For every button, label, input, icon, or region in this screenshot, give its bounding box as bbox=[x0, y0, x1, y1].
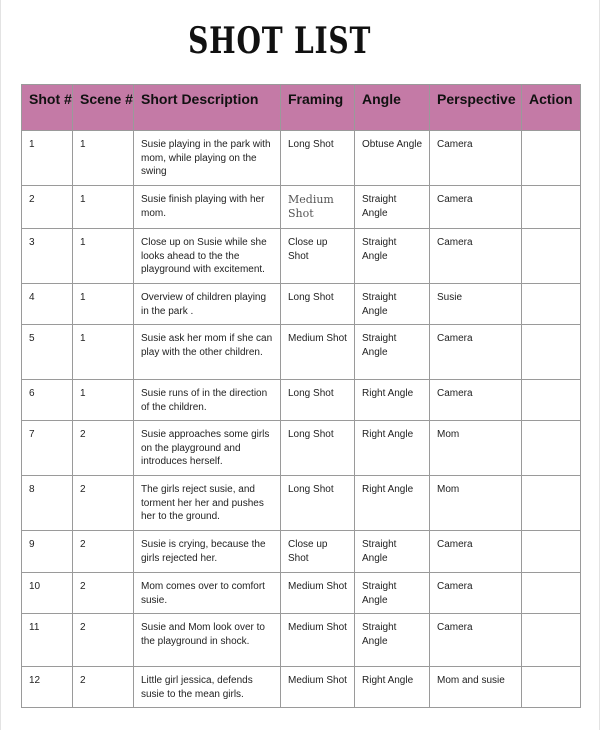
cell-framing: Long Shot bbox=[281, 284, 355, 325]
cell-description: Susie is crying, because the girls rejected her. bbox=[134, 531, 281, 573]
cell-action bbox=[522, 531, 581, 573]
column-header-action: Action bbox=[522, 85, 581, 131]
cell-angle: Straight Angle bbox=[355, 573, 430, 614]
cell-framing: Medium Shot bbox=[281, 614, 355, 667]
cell-shot: 10 bbox=[22, 573, 73, 614]
cell-angle: Straight Angle bbox=[355, 614, 430, 667]
cell-angle: Straight Angle bbox=[355, 325, 430, 380]
cell-scene: 1 bbox=[73, 380, 134, 421]
cell-framing: Close up Shot bbox=[281, 229, 355, 284]
cell-shot: 2 bbox=[22, 186, 73, 229]
column-header-scene: Scene # bbox=[73, 85, 134, 131]
table-row bbox=[22, 284, 581, 325]
cell-scene: 2 bbox=[73, 421, 134, 476]
cell-scene: 1 bbox=[73, 131, 134, 186]
cell-angle: Straight Angle bbox=[355, 531, 430, 573]
column-header-angle: Angle bbox=[355, 85, 430, 131]
cell-action bbox=[522, 614, 581, 667]
cell-shot: 3 bbox=[22, 229, 73, 284]
cell-angle: Right Angle bbox=[355, 476, 430, 531]
cell-shot: 11 bbox=[22, 614, 73, 667]
cell-perspective: Camera bbox=[430, 531, 522, 573]
cell-action bbox=[522, 667, 581, 708]
column-header-perspective: Perspective bbox=[430, 85, 522, 131]
cell-framing: Medium Shot bbox=[281, 667, 355, 708]
cell-description: Susie playing in the park with mom, while playing on the swing bbox=[134, 131, 281, 186]
cell-perspective: Camera bbox=[430, 380, 522, 421]
cell-angle: Right Angle bbox=[355, 667, 430, 708]
cell-angle: Right Angle bbox=[355, 421, 430, 476]
cell-shot: 6 bbox=[22, 380, 73, 421]
cell-scene: 1 bbox=[73, 325, 134, 380]
cell-angle: Obtuse Angle bbox=[355, 131, 430, 186]
cell-action bbox=[522, 476, 581, 531]
table-row bbox=[22, 476, 581, 531]
cell-description: Mom comes over to comfort susie. bbox=[134, 573, 281, 614]
cell-framing: Long Shot bbox=[281, 476, 355, 531]
cell-angle: Straight Angle bbox=[355, 229, 430, 284]
cell-shot: 12 bbox=[22, 667, 73, 708]
cell-perspective: Camera bbox=[430, 573, 522, 614]
page-title: SHOT LIST bbox=[188, 20, 372, 62]
table-row bbox=[22, 614, 581, 667]
cell-description: Susie runs of in the direction of the children. bbox=[134, 380, 281, 421]
cell-scene: 2 bbox=[73, 667, 134, 708]
table-header-row bbox=[22, 85, 581, 131]
table-row bbox=[22, 380, 581, 421]
cell-description: Susie ask her mom if she can play with the other children. bbox=[134, 325, 281, 380]
cell-action bbox=[522, 186, 581, 229]
cell-perspective: Mom and susie bbox=[430, 667, 522, 708]
cell-framing: Medium Shot bbox=[281, 573, 355, 614]
cell-perspective: Mom bbox=[430, 421, 522, 476]
cell-description: Susie approaches some girls on the playground and introduces herself. bbox=[134, 421, 281, 476]
cell-scene: 2 bbox=[73, 573, 134, 614]
table-row bbox=[22, 421, 581, 476]
cell-scene: 2 bbox=[73, 531, 134, 573]
cell-description: Susie and Mom look over to the playground in shock. bbox=[134, 614, 281, 667]
cell-perspective: Camera bbox=[430, 614, 522, 667]
cell-scene: 2 bbox=[73, 614, 134, 667]
column-header-framing: Framing bbox=[281, 85, 355, 131]
cell-action bbox=[522, 325, 581, 380]
cell-shot: 1 bbox=[22, 131, 73, 186]
cell-perspective: Camera bbox=[430, 186, 522, 229]
cell-scene: 2 bbox=[73, 476, 134, 531]
table-row bbox=[22, 667, 581, 708]
cell-perspective: Mom bbox=[430, 476, 522, 531]
cell-action bbox=[522, 284, 581, 325]
cell-action bbox=[522, 573, 581, 614]
cell-framing: Long Shot bbox=[281, 421, 355, 476]
cell-framing: Close up Shot bbox=[281, 531, 355, 573]
cell-description: Overview of children playing in the park . bbox=[134, 284, 281, 325]
table-row bbox=[22, 186, 581, 229]
table-row bbox=[22, 131, 581, 186]
column-header-description: Short Description bbox=[134, 85, 281, 131]
shot-list-table bbox=[21, 84, 581, 708]
cell-angle: Straight Angle bbox=[355, 186, 430, 229]
cell-action bbox=[522, 131, 581, 186]
cell-shot: 9 bbox=[22, 531, 73, 573]
table-row bbox=[22, 325, 581, 380]
cell-shot: 7 bbox=[22, 421, 73, 476]
cell-description: Little girl jessica, defends susie to the mean girls. bbox=[134, 667, 281, 708]
cell-scene: 1 bbox=[73, 284, 134, 325]
cell-description: Close up on Susie while she looks ahead to the the playground with excitement. bbox=[134, 229, 281, 284]
cell-shot: 8 bbox=[22, 476, 73, 531]
cell-action bbox=[522, 229, 581, 284]
cell-action bbox=[522, 380, 581, 421]
cell-perspective: Susie bbox=[430, 284, 522, 325]
cell-description: The girls reject susie, and torment her her and pushes her to the ground. bbox=[134, 476, 281, 531]
cell-shot: 5 bbox=[22, 325, 73, 380]
table-row bbox=[22, 229, 581, 284]
cell-scene: 1 bbox=[73, 229, 134, 284]
table-row bbox=[22, 531, 581, 573]
cell-framing: Medium Shot bbox=[281, 325, 355, 380]
cell-perspective: Camera bbox=[430, 229, 522, 284]
cell-angle: Right Angle bbox=[355, 380, 430, 421]
cell-framing: Long Shot bbox=[281, 131, 355, 186]
cell-action bbox=[522, 421, 581, 476]
cell-perspective: Camera bbox=[430, 325, 522, 380]
cell-framing: Medium Shot bbox=[281, 186, 355, 229]
cell-framing: Long Shot bbox=[281, 380, 355, 421]
cell-shot: 4 bbox=[22, 284, 73, 325]
cell-description: Susie finish playing with her mom. bbox=[134, 186, 281, 229]
cell-perspective: Camera bbox=[430, 131, 522, 186]
cell-angle: Straight Angle bbox=[355, 284, 430, 325]
table-row bbox=[22, 573, 581, 614]
column-header-shot: Shot # bbox=[22, 85, 73, 131]
cell-scene: 1 bbox=[73, 186, 134, 229]
